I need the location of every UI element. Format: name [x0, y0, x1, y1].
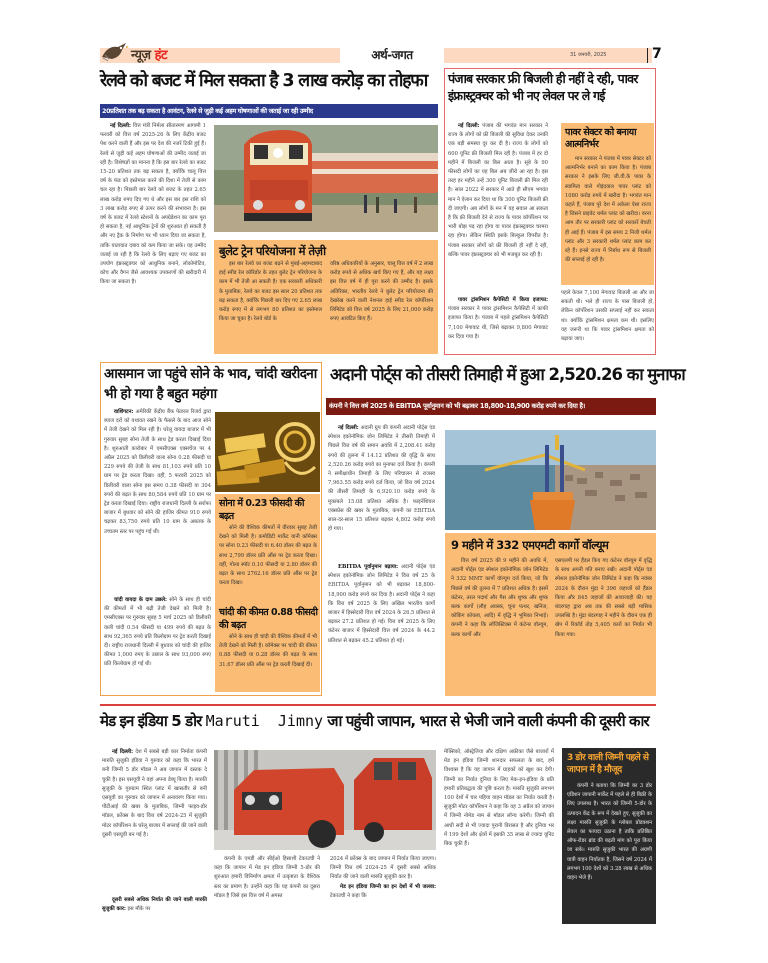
- punjab-headline: पंजाब सरकार फ्री बिजली ही नहीं दे रही, पावर इंफ्रास्ट्रक्चर को भी नए लेवल पर ले गई: [448, 71, 638, 103]
- cargo-volume-box: [445, 533, 656, 696]
- jimny-headline-part1: मेड इन इंडिया 5 डोर: [100, 712, 202, 730]
- jimny-photo: [214, 750, 436, 850]
- adani-headline: अदानी पोर्ट्स को तीसरी तिमाही में हुआ 2,520.26 का मुनाफा: [330, 365, 685, 384]
- jimny-col3-subsection-body: टेकाउची ने कहा कि: [330, 892, 367, 899]
- jimny-headline-part2: जा पहुंची जापान, भारत से भेजी जाने वाली कंपनी की दूसरी कार: [327, 712, 649, 730]
- gold-dateline: वाशिंगटन:: [114, 409, 134, 415]
- silver-price-box-body: सोने के साथ ही चांदी की वैश्विक कीमतों में भी तेजी देखने को मिली है। कॉमेक्स पर चांदी की कीमत 0.88 फीसदी या 0.28 डॉलर की बढ़त के साथ 31.67 डॉलर प्रति औंस पर ट्रेड करती दिखाई दी।: [219, 634, 317, 668]
- cargo-volume-box-col1: वित्त वर्ष 2025 की 9 महीने की अवधि में, अदानी पोर्ट्स एंड स्पेशल इकोनॉमिक जोन लिमिटेड ने 332 MMT कार्गो वॉल्यूम दर्ज किया, जो कि पिछले वर्ष की तुलना में 7 प्रतिशत अधिक है। इसमें कंटेनर, तरल पदार्थ और गैस और शुष्क और शुष्क बल्क कार्गो (लौह अयस्क, चूना पत्थर, खनिज, कोकिंग कोयला, आदि) में वृद्धि ने भूमिका निभाई। कंपनी ने कहा कि लॉजिस्टिक्स में कंटेनर वॉल्यूम, बल्क कार्गो और: [451, 558, 548, 638]
- gold-price-box-body: सोने की वैश्विक कीमतों में वीरवार सुबह तेजी देखने को मिली है। कमोडिटी मार्केट यानी कॉमेक्स पर सोना 0.23 फीसदी या 6.40 डॉलर की बढ़त के साथ 2,799 डॉलर प्रति औंस पर ट्रेड करता दिखा। वहीं, गोल्ड स्पॉट 0.10 फीसदी या 2.80 डॉलर की बढ़त के साथ 2762.16 डॉलर प्रति औंस पर ट्रेड करता दिखा।: [219, 525, 317, 587]
- gold-sidebar-box: [215, 494, 320, 692]
- punjab-body-text: पंजाब की भगवंत मान सरकार ने राज्य के लोगों को फ्री बिजली की सुविधा देकर उनकी एक बड़ी समस्या दूर कर दी है। राज्य के लोगों को 600 यूनिट फ्री बिजली मिल रही है। पंजाब में हर दो महीने में बिजली का बिल आता है। सूबे के 90 फीसदी लोगों का यह बिल अब जीरो आ रहा है। इस तरह हर महीने उन्हें 300 यूनिट बिजली फ्री मिल रही है। साल 2022 में सरकार में आते ही सीएम भगवंत मान ने ऐलान कर दिया था कि 300 यूनिट बिजली फ्री दी जाएगी। अब लोगों के मन में यह सवाल आ सकता है कि फ्री बिजली देने से राज्य के पावर कॉर्पोरेशन पर भारी बोझ पड़ रहा होगा या पावर इंफ्रास्ट्रक्चर चरमरा रहा होगा। लेकिन स्थिति इसके बिल्कुल विपरीत है। पंजाब सरकार लोगों को फ्री बिजली ही नहीं दे रही, बल्कि पावर इंफ्रास्ट्रक्चर को भी मजबूत कर रही है।: [448, 123, 548, 258]
- punjab-subsection-head: पावर ट्रांसमिशन कैपेसिटी में किया इजाफा:: [458, 297, 548, 303]
- power-sector-box: [561, 123, 654, 285]
- punjab-body: [448, 122, 548, 260]
- adani-ebitda-subsection-body: अदानी पोर्ट्स एंड स्पेशल इकोनॉमिक जोन लिमिटेड ने वित्त वर्ष 25 के EBITDA पूर्वानुमान को भी बढ़ाकर 18,800-18,900 करोड़ रुपये कर दिया है। अदानी पोर्ट्स ने कहा कि वित्त वर्ष 2025 के लिए अखिल भारतीय कार्गो बाजार में हिस्सेदारी वित्त वर्ष 2024 के 26.5 प्रतिशत से बढ़कर 27.2 प्रतिशत हो गई। वित्त वर्ष 2025 के लिए कंटेनर बाजार में हिस्सेदारी वित्त वर्ष 2024 के 44.2 प्रतिशत से बढ़कर 45.2 प्रतिशत हो गई।: [328, 564, 435, 644]
- adani-subhead: कंपनी ने वित्त वर्ष 2025 के EBITDA पूर्वानुमान को भी बढ़ाकर 18,800-18,900 करोड़ रुपये कर दिया है।: [329, 402, 585, 410]
- gold-photo: [215, 412, 320, 492]
- bullet-train-box-title: बुलेट ट्रेन परियोजना में तेज़ी: [219, 244, 326, 258]
- gold-silver-subsection-body: सोने के साथ ही चांदी की कीमतों में भी बढ़ी तेजी देखने को मिली है। एमसीएक्स पर गुरुवार सुबह 5 मार्च 2025 को डिलीवरी वाली चांदी 0.54 फीसदी या 499 रुपये की बढ़त के साथ 92,365 रुपये प्रति किलोग्राम पर ट्रेड करती दिखाई दी। राष्ट्रीय राजधानी दिल्ली में बुधवार को चांदी की हाजिर कीमत 1,000 रुपए के उछाल के साथ 93,000 रुपए प्रति किलोग्राम हो गई थी।: [104, 597, 212, 668]
- railway-body-text: वित्त मंत्री निर्मला सीतारमण आगामी 1 फरवरी को वित्त वर्ष 2025-26 के लिए केंद्रीय बजट पेश करने वाली हैं और इस पर देश की नजरें टिकी हुई हैं। रेलवे से जुड़ी कई अहम घोषणाओं की उम्मीद जताई जा रही है। विशेषज्ञों का मानना है कि इस बार रेलवे का बजट 15-20 प्रतिशत तक बढ़ सकता है, क्योंकि चालू वित्त वर्ष के फंड को इस्तेमाल करने की दिशा में तेजी से काम चल रहा है। पिछली बार रेलवे को बजट के तहत 2.65 लाख करोड़ रुपए दिए गए थे और इस बार इस राशि को 3 लाख करोड़ रुपए से ऊपर करने की संभावना है। इस वर्ष के बजट में रेलवे स्टेशनों के अपग्रेडेशन का काम पूरा हो सकता है, नई आधुनिक ट्रेनों की शुरुआत हो सकती है और नए ट्रैक के निर्माण पर भी ध्यान दिया जा सकता है, ताकि यातायात दबाव को कम किया जा सके। यह उम्मीद जताई जा रही है कि रेलवे के लिए बढ़ाए गए बजट का उपयोग इंफ्रास्ट्रक्चर को आधुनिक बनाने, लोकोमोटिव, कोच और वैगन जैसे आवश्यक उपकरणों की खरीदारी में किया जा सकता है।: [100, 123, 206, 286]
- gold-silver-subsection-head: चांदी वायदा के दाम उछले:: [114, 597, 167, 603]
- brand-logo: [131, 47, 167, 64]
- brand-name-part2: हंट: [154, 48, 168, 63]
- jimny-export-subsection-body: इस मौके पर: [127, 906, 151, 913]
- gold-body-text: अमेरिकी केंद्रीय बैंक फेडरल रिजर्व द्वारा ब्याज दरों को यथावत रखने के फैसले के बाद आज सोने में तेजी देखने को मिल रही है। घरेलू वायदा बाजार में भी गुरुवार सुबह सोना तेजी के साथ ट्रेड करता दिखाई दिया है। शुरुआती कारोबार में एमसीएक्स एक्सचेंज पर 4 अप्रैल 2025 को डिलीवरी वाला सोना 0.28 फीसदी या 229 रुपये की तेजी के साथ 81,103 रुपये प्रति 10 ग्राम पर ट्रेड करता दिखा। वहीं, 5 फरवरी 2025 को डिलीवरी वाला सोना इस समय 0.38 फीसदी या 304 रुपये की बढ़त के साथ 80,584 रुपये प्रति 10 ग्राम पर ट्रेड करता दिखाई दिया। राष्ट्रीय राजधानी दिल्ली के सर्राफा बाजार में बुधवार को सोने की हाजिर कीमत 910 रुपये चढ़कर 83,750 रुपये प्रति 10 ग्राम के अबतक के उच्चतम स्तर पर पहुंच गई थी।: [104, 409, 211, 535]
- gold-silver-subsection: [104, 596, 211, 670]
- railway-dateline: नई दिल्ली:: [110, 123, 131, 129]
- silver-price-box-title: चांदी की कीमत 0.88 फीसदी की बढ़त: [219, 607, 318, 631]
- port-photo: [445, 430, 656, 530]
- jimny-top-rule: [100, 704, 656, 706]
- train-photo: [214, 125, 438, 232]
- jimny-dateline: नई दिल्ली:: [112, 749, 134, 755]
- gold-headline: आसमान जा पहुंचे सोने के भाव, चांदी खरीदना भी हो गया है बहुत महंगा: [104, 366, 317, 402]
- jimny-col2: कंपनी के एमडी और सीईओ हिसाशी टेकाउची ने कहा कि जापान में मेड इन इंडिया जिम्नी 5-डोर की शुरुआत हमारी विनिर्माण क्षमता में उत्कृष्टता के वैश्विक स्तर का प्रमाण है। उन्होंने कहा कि यह कंपनी का दूसरा मॉडल है जिसे इस वित्त वर्ष में अगस्त: [214, 856, 320, 899]
- jimny-3door-box-body: कंपनी ने बताया कि जिम्नी का 3 डोर एडिशन जापानी मार्केट में पहले से ही बिक्री के लिए उपलब्ध है। भारत को जिम्नी 5-डोर के उत्पादन केंद्र के रूप में देखते हुए, सुजुकी का लक्ष्य मारुति सुजुकी के ग्लोबल प्रोडक्शन लेवल का फायदा उठाना है ताकि प्रतिष्ठित ऑफ-रोडर ब्रांड की बढ़ती मांग को पूरा किया जा सके। मारुति सुजुकी भारत की अग्रणी यात्री वाहन निर्यातक है, जिसने वर्ष 2024 में लगभग 100 देशों को 3.28 लाख से अधिक वाहन भेजे हैं।: [567, 783, 652, 882]
- power-sector-box-title: पावर सेक्टर को बनाया आत्मनिर्भर: [565, 127, 637, 150]
- punjab-subsection-body: पंजाब सरकार ने पावर ट्रांसमिशन कैपेसिटी में काफी इजाफा किया है। पंजाब में पहले ट्रांसमिशन कैपेसिटी 7,100 मेगावाट थी, जिसे बढ़ाकर 9,800 मेगावाट कर दिया गया है।: [448, 306, 548, 340]
- jimny-headline-latin: Maruti Jimny: [205, 712, 324, 730]
- jimny-3door-box: [562, 748, 656, 924]
- jimny-col3-subsection-head: मेड इन इंडिया जिम्नी का इन देशों में भी जलवा:: [340, 883, 436, 890]
- railway-body: [100, 122, 206, 288]
- adani-body-text: अदानी ग्रुप की कंपनी अदानी पोर्ट्स एंड स्पेशल इकोनॉमिक जोन लिमिटेड ने तीसरी तिमाही में पिछले वित्त वर्ष की समान अवधि में 2,208.41 करोड़ रुपये की तुलना में 14.12 प्रतिशत की वृद्धि के साथ 2,520.26 करोड़ रुपये का मुनाफा दर्ज किया है। कंपनी ने समीक्षाधीन तिमाही के लिए परिचालन से राजस्व 7,963.55 करोड़ रुपये दर्ज किया, जो वित्त वर्ष 2024 की तीसरी तिमाही के 6,920.10 करोड़ रुपये के मुकाबले 15.08 प्रतिशत अधिक है। फाइनेंशियल एक्सप्रेस की खबर के मुताबिक, कंपनी का EBITDA साल-दर-साल 15 प्रतिशत बढ़कर 4,802 करोड़ रुपये हो गया।: [328, 425, 435, 533]
- page-number-divider: [647, 48, 648, 63]
- masthead-band-right: [444, 48, 652, 63]
- bullet-train-box-col2: वरिष्ठ अधिकारियों के अनुसार, चालू वित्त वर्ष में 2 लाख करोड़ रुपये से अधिक खर्च किए गए हैं, और यह लक्ष्य इस वित्त वर्ष में ही पूरा करने की उम्मीद है। इसके अतिरिक्त, भारतीय रेलवे ने बुलेट ट्रेन परियोजना की देखरेख करने वाली नेशनल हाई स्पीड रेल कॉर्पोरेशन लिमिटेड को वित्त वर्ष 2025 के लिए 21,000 करोड़ रुपए आवंटित किए हैं।: [330, 261, 433, 323]
- adani-body: [328, 424, 435, 534]
- jimny-body-text: देश में सबसे बड़ी कार निर्माता कंपनी मारुति सुजुकी इंडिया ने गुरुवार को कहा कि भारत में बनी जिम्नी 5 डोर मॉडल ने अब जापान में दस्तक दे चुकी है। इस एसयूवी ने वहां अपना डेब्यू किया है। मारुति सुजुकी के गुरुग्राम स्थित प्लांट में खासतौर से बनी एसयूवी का गुरुवार को जापान में अनावरण किया गया। पीटीआई की खबर के मुताबिक, जिम्नी फाइव-डोर मॉडल, फ्रोंक्स के बाद वित्त वर्ष 2024-25 में सुजुकी मोटर कॉर्पोरेशन के घरेलू बाजार में सप्लाई की जाने वाली दूसरी एसयूवी बन गई है।: [102, 749, 208, 838]
- section-title: अर्थ-जगत: [371, 48, 413, 62]
- gold-body: [104, 408, 211, 537]
- adani-ebitda-subsection-head: EBITDA पूर्वानुमान बढ़ाया:: [338, 564, 399, 570]
- jimny-export-subsection-head: दूसरी सबसे अधिक निर्यात की जाने वाली मारुति सुजुकी कार:: [102, 897, 207, 913]
- punjab-subsection: [448, 296, 548, 342]
- railway-headline: रेलवे को बजट में मिल सकता है 3 लाख करोड़ का तोहफा: [100, 71, 428, 91]
- bullet-train-box: [214, 240, 438, 354]
- jimny-col3-text: 2024 में फ्रोंक्स के बाद जापान में निर्यात किया जाएगा। जिम्नी वित्त वर्ष 2024-25 में दूसरी सबसे अधिक निर्यात की जाने वाली मारुति सुजुकी कार है।: [330, 856, 436, 881]
- brand-name-part1: न्यूज़: [131, 48, 151, 63]
- punjab-dateline: नई दिल्ली:: [458, 123, 480, 129]
- punjab-tail: पहले केवल 7,100 मेगावाट बिजली आ और जा सकती थी। भले ही राज्य के पास बिजली हो, लेकिन कॉर्पोरेशन उसकी सप्लाई नहीं कर सकता था। क्योंकि ट्रांसमिशन क्षमता कम थी। इसलिए यह जरूरी था कि पावर ट्रांसमिशन क्षमता को बढ़ाया जाए।: [561, 290, 654, 343]
- adani-ebitda-subsection: [328, 563, 435, 646]
- railway-subhead: 20प्रतिशत तक बढ़ सकता है आवंटन, रेलवे से जुड़ी कई अहम घोषणाओं की जताई जा रही उम्मीद: [102, 107, 313, 115]
- adani-dateline: नई दिल्ली:: [338, 425, 359, 431]
- jimny-export-subsection: [102, 896, 207, 914]
- issue-date: 31 जनवरी, 2025: [570, 52, 607, 58]
- cargo-volume-box-title: 9 महीने में 332 एमएमटी कार्गो वॉल्यूम: [451, 538, 609, 552]
- power-sector-box-body: मान सरकार ने पंजाब में पावर सेक्टर को आत्मनिर्भर बनाने का काम किया है। पंजाब सरकार ने इसके लिए जी.वी.के पावर के स्वामित्व वाले गोइंदवाल पावर प्लांट को 1080 करोड़ रुपये में खरीदा है। भगवंत मान कहते हैं, पंजाब पूरे देश में अकेला ऐसा राज्य है जिसने प्राइवेट थर्मल प्लांट को खरीदा। वरना आम तौर पर सरकारी प्लांट को सरकारें बेचती ही आई हैं। पंजाब में इस समय 2 निजी थर्मल प्लांट और 3 सरकारी थर्मल प्लांट काम कर रहे हैं। इनसे राज्य में निर्बाध रूप से बिजली की सप्लाई हो रही है।: [565, 156, 651, 264]
- gold-price-box-title: सोना में 0.23 फीसदी की बढ़त: [219, 498, 304, 522]
- bullet-train-box-col1: इस बार रेलवे का बजट बढ़ने से मुंबई-अहमदाबाद हाई स्पीड रेल कॉरिडोर के तहत बुलेट ट्रेन परियोजना के काम में भी तेजी आ सकती है। एक सरकारी अधिकारी के मुताबिक, रेलवे का बजट इस साल 20 प्रतिशत तक बढ़ सकता है, क्योंकि पिछली बार दिए गए 2.65 लाख करोड़ रुपए में से लगभग 80 प्रतिशत का इस्तेमाल किया जा चुका है। रेलवे बोर्ड के: [219, 261, 322, 323]
- eagle-logo-icon: [100, 41, 130, 63]
- page-number: 7: [652, 46, 662, 62]
- jimny-col4: मेक्सिको, ऑस्ट्रेलिया और दक्षिण अफ्रीका जैसे बाजारों में मेड इन इंडिया जिम्नी शानदार सफलता के बाद, हमें विश्वास है कि यह जापान में ग्राहकों को खुश कर देगी। जिम्नी का निर्यात दुनिया के लिए मेक-इन-इंडिया के प्रति हमारी प्रतिबद्धता की पुष्टि करता है। मारुति सुजुकी लगभग 100 देशों में चार पहिया वाहन मॉडल का निर्यात करती है। सुजुकी मोटर कॉर्पोरेशन ने कहा कि वह 3 अप्रैल को जापान में जिम्नी नोमेड नाम से मॉडल लॉन्च करेगी। जिम्नी की आधी सदी से भी ज्यादा पुरानी विरासत है और दुनिया भर में 199 देशों और क्षेत्रों में इसकी 35 लाख से ज्यादा यूनिट बिक चुकी हैं।: [444, 749, 554, 848]
- cargo-volume-box-col2: एसएलपी पर हैंडल किए गए कंटेनर वॉल्यूम में वृद्धि के साथ अपनी गति बनाए रखी। अदानी पोर्ट्स एंड स्पेशल इकोनॉमिक जोन लिमिटेड ने कहा कि नवंबर 2024 के दौरान मुंद्रा ने 396 जहाजों को हैंडल किया और 845 जहाजों की आवाजाही की। यह बंदरगाह द्वारा अब तक की सबसे बड़ी मासिक उपलब्धि है। मुंद्रा बंदरगाह ने महीने के दौरान एक ही खेप में रिकॉर्ड तोड़ 5,405 कारों का निर्यात भी किया गया।: [555, 558, 652, 638]
- jimny-body: [102, 748, 207, 840]
- jimny-3door-box-title: 3 डोर वाली जिम्नी पहले से जापान में है मौजूद: [567, 753, 649, 775]
- jimny-headline: [100, 708, 660, 734]
- jimny-col3: [330, 855, 436, 901]
